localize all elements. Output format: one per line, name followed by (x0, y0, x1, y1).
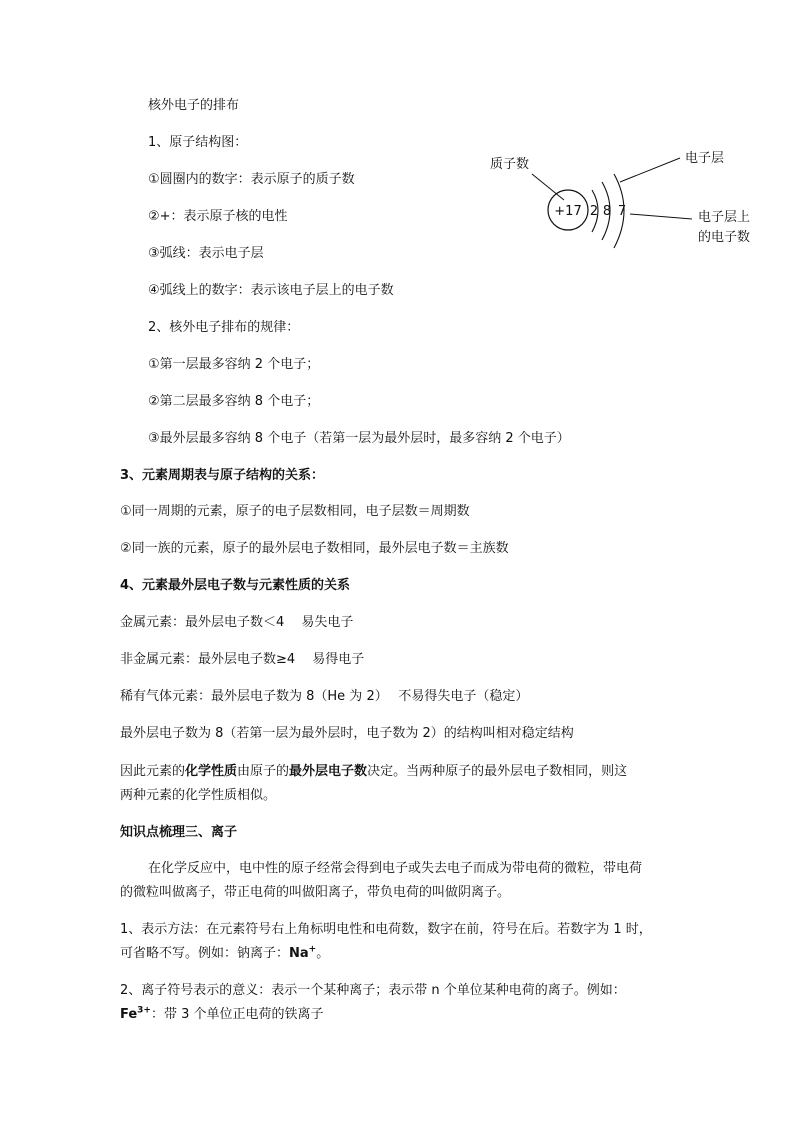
metal-rule: 金属元素：最外层电子数＜4 易失电子 (120, 615, 354, 630)
shell-pointer-line (620, 158, 680, 182)
proton-count-label: 质子数 (490, 157, 530, 172)
text-run: 可省略不写。例如：钠离子： (120, 946, 290, 961)
shell-1-electrons: 2 (589, 204, 599, 219)
list-item: ①同一周期的元素，原子的电子层数相同，电子层数＝周期数 (120, 504, 470, 519)
list-item: ①第一层最多容纳 2 个电子； (148, 357, 320, 372)
list-item: ③最外层最多容纳 8 个电子（若第一层为最外层时，最多容纳 2 个电子） (148, 431, 570, 446)
shell-3-electrons: 7 (617, 204, 627, 219)
text-run: 由原子的 (237, 764, 290, 779)
section-heading: 3、元素周期表与原子结构的关系： (120, 468, 325, 483)
text-run: 。 (316, 946, 330, 961)
text-run: 因此元素的 (120, 764, 186, 779)
shell-2-electrons: 8 (602, 204, 612, 219)
subheading-structure: 1、原子结构图： (148, 135, 248, 150)
nonmetal-rule: 非金属元素：最外层电子数≥4 易得电子 (120, 652, 365, 667)
sodium-ion-symbol: Na (289, 946, 309, 961)
iron-ion-charge: 3+ (137, 1005, 151, 1016)
ion-heading: 知识点梳理三、离子 (120, 825, 238, 840)
electron-count-label-2: 的电子数 (698, 230, 751, 245)
emphasis-chemical-property: 化学性质 (185, 764, 238, 779)
shell-label: 电子层 (685, 151, 725, 166)
conclusion-line-1 (120, 763, 627, 781)
ion-intro-line-1: 在化学反应中，电中性的原子经常会得到电子或失去电子而成为带电荷的微粒，带电荷 (148, 861, 643, 876)
sodium-ion-charge: + (308, 944, 317, 955)
notation-method-line-2 (120, 945, 329, 963)
proton-pointer-line (532, 174, 564, 200)
stable-structure-note: 最外层电子数为 8（若第一层为最外层时，电子数为 2）的结构叫相对稳定结构 (120, 726, 574, 741)
symbol-meaning-line-2 (120, 1006, 324, 1024)
atom-structure-diagram (480, 140, 780, 270)
subheading-rules: 2、核外电子排布的规律： (148, 320, 300, 335)
list-item: ②第二层最多容纳 8 个电子； (148, 394, 320, 409)
nucleus-charge: +17 (554, 204, 582, 219)
noble-gas-rule: 稀有气体元素：最外层电子数为 8（He 为 2） 不易得失电子（稳定） (120, 689, 529, 704)
electron-pointer-line (630, 214, 692, 219)
ion-intro-line-2: 的微粒叫做离子，带正电荷的叫做阳离子，带负电荷的叫做阴离子。 (120, 885, 511, 900)
list-item: ④弧线上的数字：表示该电子层上的电子数 (148, 283, 394, 298)
electron-count-label-1: 电子层上 (698, 210, 751, 225)
notation-method-line-1: 1、表示方法：在元素符号右上角标明电性和电荷数，数字在前，符号在后。若数字为 1 时， (120, 922, 652, 937)
list-item: ①圆圈内的数字：表示原子的质子数 (148, 172, 355, 187)
list-item: ③弧线：表示电子层 (148, 246, 264, 261)
iron-ion-symbol: Fe (120, 1007, 138, 1022)
text-run: 决定。当两种原子的最外层电子数相同，则这 (367, 764, 628, 779)
list-item: ②+：表示原子核的电性 (148, 209, 288, 224)
emphasis-outer-electrons: 最外层电子数 (289, 764, 368, 779)
symbol-meaning-line-1: 2、离子符号表示的意义：表示一个某种离子；表示带 n 个单位某种电荷的离子。例如： (120, 983, 626, 998)
list-item: ②同一族的元素，原子的最外层电子数相同，最外层电子数＝主族数 (120, 541, 509, 556)
section-heading: 4、元素最外层电子数与元素性质的关系 (120, 578, 351, 593)
text-run: ：带 3 个单位正电荷的铁离子 (150, 1007, 324, 1022)
section-title: 核外电子的排布 (148, 98, 240, 113)
conclusion-line-2: 两种元素的化学性质相似。 (120, 788, 277, 803)
